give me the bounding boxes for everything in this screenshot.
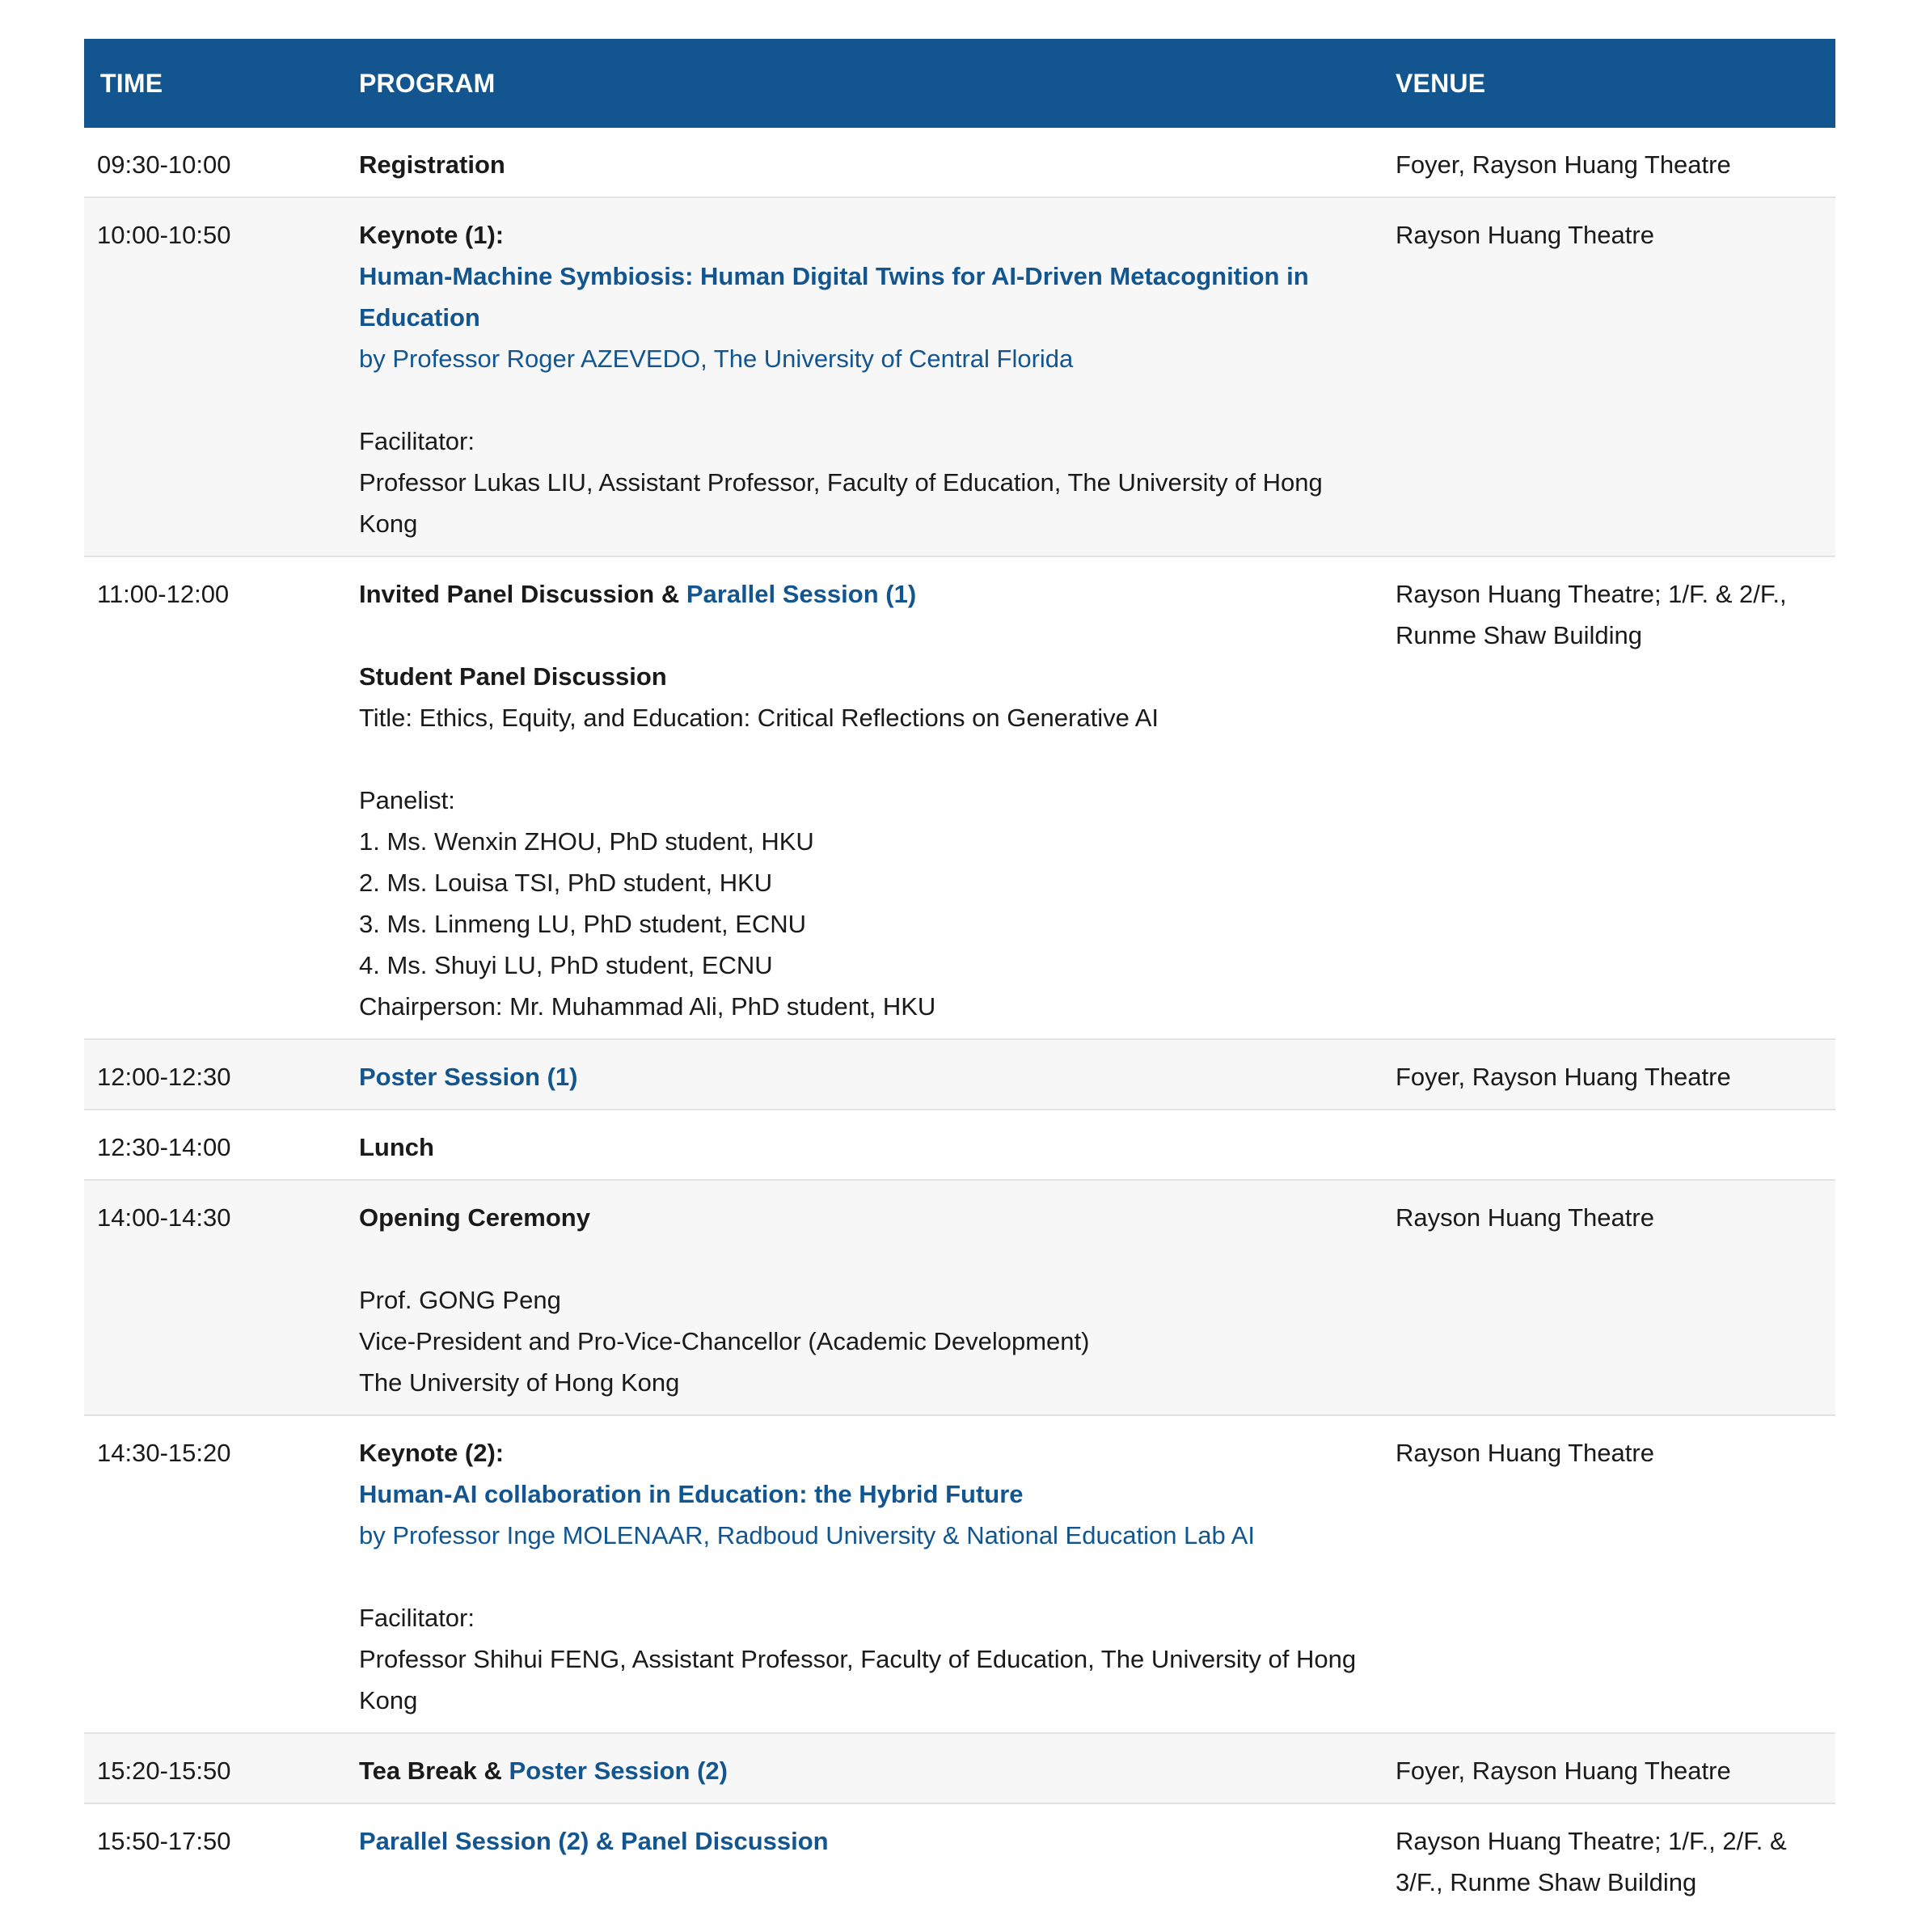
spacer — [359, 379, 1379, 421]
row-venue: Foyer, Rayson Huang Theatre — [1396, 1733, 1835, 1803]
row-time: 09:30-10:00 — [84, 128, 346, 197]
row-time: 15:50-17:50 — [97, 1827, 231, 1855]
schedule-body — [84, 128, 1835, 1914]
table-row — [84, 1110, 1835, 1180]
row-venue: Rayson Huang Theatre — [1396, 197, 1835, 556]
table-row — [84, 197, 1835, 556]
spacer — [359, 615, 1379, 656]
row-program — [346, 1733, 1396, 1803]
row-venue: Rayson Huang Theatre — [1396, 1180, 1835, 1415]
row-venue — [1396, 1110, 1835, 1180]
row-time: 14:30-15:20 — [84, 1415, 346, 1733]
header-row — [84, 39, 1835, 128]
panelist-item: 4. Ms. Shuyi LU, PhD student, ECNU — [359, 951, 773, 979]
row-time: 11:00-12:00 — [84, 556, 346, 1039]
parallel-session-1-link[interactable]: Parallel Session (1) — [686, 580, 917, 608]
header-venue: VENUE — [1396, 68, 1486, 98]
table-row — [84, 1733, 1835, 1803]
row-venue: Foyer, Rayson Huang Theatre — [1396, 1039, 1835, 1110]
row-program — [346, 197, 1396, 556]
row-venue: Rayson Huang Theatre — [1396, 1415, 1835, 1733]
row-program — [346, 1803, 1396, 1914]
schedule-table — [84, 39, 1835, 1914]
speaker-role: Vice-President and Pro-Vice-Chancellor (Academic Development) — [359, 1327, 1090, 1355]
table-row — [84, 128, 1835, 197]
speaker-name: Prof. GONG Peng — [359, 1286, 561, 1314]
program-title: Registration — [359, 150, 505, 179]
row-program — [346, 1180, 1396, 1415]
row-time: 12:00-12:30 — [84, 1039, 346, 1110]
row-program — [346, 556, 1396, 1039]
table-row — [84, 1180, 1835, 1415]
spacer — [359, 1556, 1379, 1597]
row-venue: Rayson Huang Theatre; 1/F., 2/F. & 3/F., Runme Shaw Building — [1396, 1827, 1787, 1896]
table-row — [84, 556, 1835, 1039]
table-row — [84, 1415, 1835, 1733]
facilitator-label: Facilitator: — [359, 427, 475, 455]
program-title: Lunch — [359, 1133, 434, 1161]
panel-topic: Title: Ethics, Equity, and Education: Critical Reflections on Generative AI — [359, 704, 1159, 732]
keynote-title-link[interactable]: Human-Machine Symbiosis: Human Digital Twins for AI-Driven Metacognition in Education — [359, 262, 1309, 332]
row-program — [346, 128, 1396, 197]
panelist-item: 2. Ms. Louisa TSI, PhD student, HKU — [359, 869, 773, 897]
row-program — [346, 1110, 1396, 1180]
row-program — [346, 1039, 1396, 1110]
chairperson: Chairperson: Mr. Muhammad Ali, PhD student, HKU — [359, 992, 936, 1021]
row-program — [346, 1415, 1396, 1733]
row-time: 14:00-14:30 — [84, 1180, 346, 1415]
facilitator-name: Professor Lukas LIU, Assistant Professor, Faculty of Education, The University of Hong Kong — [359, 468, 1323, 538]
row-time: 10:00-10:50 — [84, 197, 346, 556]
panelist-label: Panelist: — [359, 786, 455, 814]
keynote-speaker-link[interactable]: by Professor Inge MOLENAAR, Radboud University & National Education Lab AI — [359, 1521, 1255, 1549]
program-title: Tea Break & — [359, 1757, 509, 1785]
panelist-item: 1. Ms. Wenxin ZHOU, PhD student, HKU — [359, 827, 814, 856]
keynote-speaker-link[interactable]: by Professor Roger AZEVEDO, The University of Central Florida — [359, 345, 1074, 373]
schedule-header — [84, 39, 1835, 128]
table-row — [84, 1039, 1835, 1110]
spacer — [359, 738, 1379, 780]
program-title: Opening Ceremony — [359, 1203, 590, 1232]
row-time: 12:30-14:00 — [84, 1110, 346, 1180]
row-time: 15:20-15:50 — [84, 1733, 346, 1803]
speaker-org: The University of Hong Kong — [359, 1368, 680, 1397]
table-row — [84, 1803, 1835, 1914]
keynote-title-link[interactable]: Human-AI collaboration in Education: the Hybrid Future — [359, 1480, 1024, 1508]
poster-session-2-link[interactable]: Poster Session (2) — [509, 1757, 728, 1785]
panelist-item: 3. Ms. Linmeng LU, PhD student, ECNU — [359, 910, 807, 938]
keynote-label: Keynote (2): — [359, 1439, 505, 1467]
row-venue: Rayson Huang Theatre; 1/F. & 2/F., Runme Shaw Building — [1396, 556, 1835, 1039]
header-program: PROGRAM — [359, 68, 496, 98]
facilitator-name: Professor Shihui FENG, Assistant Professor, Faculty of Education, The University of Hong Kong — [359, 1645, 1357, 1714]
spacer — [359, 1238, 1379, 1279]
keynote-label: Keynote (1): — [359, 221, 505, 249]
program-title: Invited Panel Discussion & — [359, 580, 686, 608]
poster-session-1-link[interactable]: Poster Session (1) — [359, 1063, 578, 1091]
row-venue: Foyer, Rayson Huang Theatre — [1396, 128, 1835, 197]
header-time: TIME — [100, 68, 163, 98]
parallel-session-2-link[interactable]: Parallel Session (2) & Panel Discussion — [359, 1827, 829, 1855]
facilitator-label: Facilitator: — [359, 1604, 475, 1632]
panel-title: Student Panel Discussion — [359, 662, 667, 691]
